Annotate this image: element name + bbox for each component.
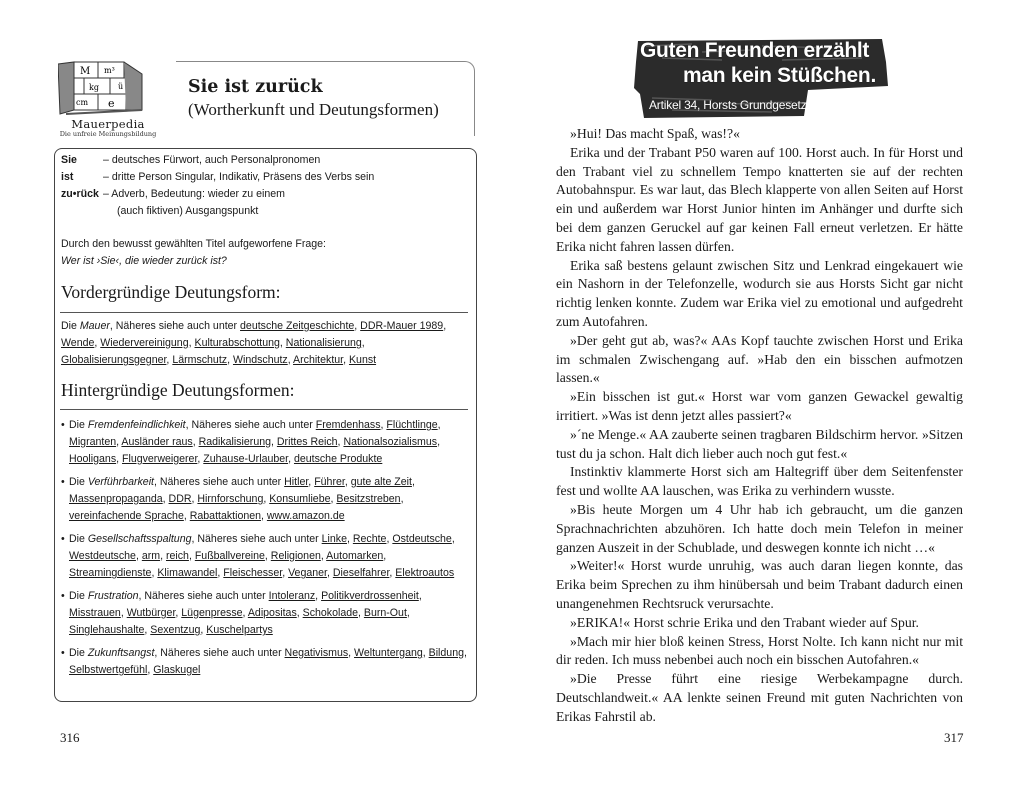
definition-desc: – Adverb, Bedeutung: wieder zu einem — [103, 188, 285, 200]
entry-term: Fremdenfeindlichkeit — [87, 419, 186, 431]
story-paragraph: »Die Presse führt eine riesige Werbekampagne durch. Deutschlandweit.« AA lenkte seinen Freund mit guten Nachrichten von Erikas Fahrstil ab. — [556, 671, 963, 724]
cross-reference-link[interactable]: Drittes Reich — [276, 436, 338, 448]
cross-reference-link[interactable]: Massenpropaganda — [69, 493, 163, 505]
section-heading-secondary: Hintergründige Deutungsformen: — [61, 380, 295, 400]
story-paragraph: Erika saß bestens gelaunt zwischen Sitz und Lenkrad eingekauert wie ein Nashorn in der Telefonzelle, wodurch sie aus Horsts Sicht gar nicht richtig lenken konnte. Zudem war Erika viel zu emotional und aufgedreht zum Autofahren. — [556, 257, 963, 329]
definition-term: zu•rück — [61, 188, 99, 200]
logo-name: Mauerpedia — [71, 117, 145, 131]
cross-reference-link[interactable]: Selbstwertgefühl — [69, 664, 148, 676]
entry-mid: , Näheres siehe auch unter — [154, 647, 285, 659]
cross-reference-link[interactable]: Hirnforschung — [197, 493, 264, 505]
entry-term: Gesellschaftsspaltung — [87, 533, 192, 545]
cross-reference-link[interactable]: Kunst — [348, 354, 377, 366]
article-subtitle: (Wortherkunft und Deutungsformen) — [188, 100, 439, 119]
cross-reference-link[interactable]: Führer — [314, 476, 345, 488]
cross-reference-link[interactable]: deutsche Produkte — [293, 453, 383, 465]
entry-mid: , Näheres siehe auch unter — [138, 590, 269, 602]
link-list: Linke, Rechte, Ostdeutsche, Westdeutsche, arm, reich, Fußballvereine, Religionen, Automarken, Streamingdienste, Klimawandel, Fleischesser, Veganer, Dieselfahrer, Elektroautos — [69, 533, 455, 579]
cross-reference-link[interactable]: Hitler — [284, 476, 309, 488]
cross-reference-link[interactable]: arm — [141, 550, 161, 562]
link-list: Hitler, Führer, gute alte Zeit, Massenpropaganda, DDR, Hirnforschung, Konsumliebe, Besitzstreben, vereinfachende Sprache, Rabattaktionen, www.amazon.de — [69, 476, 415, 522]
cross-reference-link[interactable]: Automarken — [326, 550, 384, 562]
cross-reference-link[interactable]: Intoleranz — [268, 590, 316, 602]
logo-cell: M — [80, 66, 91, 77]
cross-reference-link[interactable]: Globalisierungsgegner — [61, 354, 167, 366]
logo-cell: m³ — [104, 66, 115, 75]
cross-reference-link[interactable]: deutsche Zeitgeschichte — [240, 320, 355, 332]
primary-interpretation — [61, 318, 465, 369]
list-item — [61, 417, 469, 468]
cross-reference-link[interactable]: reich — [165, 550, 189, 562]
cross-reference-link[interactable]: Wiedervereinigung — [100, 337, 189, 349]
story-paragraph: »Ein bisschen ist gut.« Horst war vom ganzen Gewackel gewaltig irritiert. »Was ist denn jetzt alles passiert?« — [556, 389, 963, 423]
cross-reference-link[interactable]: Flugverweigerer — [122, 453, 198, 465]
cross-reference-link[interactable]: Fußballvereine — [194, 550, 265, 562]
entry-term: Verführbarkeit — [87, 476, 154, 488]
section-divider — [60, 409, 468, 410]
entry-term: Mauer — [79, 320, 110, 332]
cross-reference-link[interactable]: Adipositas — [247, 607, 297, 619]
story-paragraph: »Hui! Das macht Spaß, was!?« — [570, 126, 740, 141]
definition-row — [61, 169, 461, 186]
logo-cell: cm — [76, 98, 89, 107]
list-item — [61, 474, 469, 525]
cross-reference-link[interactable]: Kulturabschottung — [194, 337, 280, 349]
cross-reference-link[interactable]: Konsumliebe — [269, 493, 331, 505]
definition-row — [61, 186, 461, 203]
cross-reference-link[interactable]: vereinfachende Sprache — [69, 510, 184, 522]
cross-reference-link[interactable]: DDR-Mauer 1989 — [360, 320, 444, 332]
entry-prefix: Die — [61, 320, 80, 332]
cross-reference-link[interactable]: Glaskugel — [153, 664, 201, 676]
logo-cell: kg — [89, 83, 99, 92]
cross-reference-link[interactable]: Dieselfahrer — [332, 567, 390, 579]
cross-reference-link[interactable]: Sexentzug — [150, 624, 201, 636]
cross-reference-link[interactable]: Schokolade — [302, 607, 359, 619]
banner-line-2: man kein Stüßchen. — [683, 64, 876, 87]
definition-desc: – dritte Person Singular, Indikativ, Präsens des Verbs sein — [103, 171, 375, 183]
cross-reference-link[interactable]: Rechte — [352, 533, 387, 545]
section-divider — [60, 312, 468, 313]
cross-reference-link[interactable]: Weltuntergang — [354, 647, 423, 659]
cross-reference-link[interactable]: Bildung — [428, 647, 464, 659]
entry-mid: , Näheres siehe auch unter — [185, 419, 316, 431]
story-paragraph: Instinktiv klammerte Horst sich am Haltegriff über dem Seitenfenster fest und wollte AA lauschen, was Erika zu verhindern wusste. — [556, 464, 963, 499]
cross-reference-link[interactable]: Rabattaktionen — [189, 510, 262, 522]
cross-reference-link[interactable]: Migranten — [69, 436, 117, 448]
cross-reference-link[interactable]: Elektroautos — [395, 567, 455, 579]
cross-reference-link[interactable]: Windschutz — [232, 354, 288, 366]
story-paragraph: »Mach mir hier bloß keinen Stress, Horst Nolte. Ich kann nicht nur mit dir reden. Ich muss nebenbei auch noch ein bisschen Autofahren.« — [556, 633, 963, 668]
cross-reference-link[interactable]: Nationalsozialismus — [343, 436, 438, 448]
cross-reference-link[interactable]: Ausländer raus — [121, 436, 193, 448]
story-paragraph: »Bis heute Morgen um 4 Uhr hab ich gebraucht, um die ganzen Sprachnachrichten abzuhören. Ich hatte doch mein Telefon in meiner ganzen Auszeit in der Schublade, und deswegen konnte ich nicht …« — [556, 501, 963, 555]
cross-reference-link[interactable]: Lärmschutz — [172, 354, 228, 366]
logo-tagline: Die unfreie Meinungsbildung — [59, 130, 157, 138]
cross-reference-link[interactable]: Lügenpresse — [181, 607, 243, 619]
cross-reference-link[interactable]: Fremdenhass — [315, 419, 381, 431]
banner-subtitle: Artikel 34, Horsts Grundgesetz — [649, 98, 807, 112]
banner-line-1: Guten Freunden erzählt — [640, 39, 870, 62]
definition-row — [61, 152, 461, 169]
question-block — [61, 236, 461, 270]
cross-reference-link[interactable]: www.amazon.de — [266, 510, 345, 522]
link-list: Intoleranz, Politikverdrossenheit, Misstrauen, Wutbürger, Lügenpresse, Adipositas, Schokolade, Burn-Out, Singlehaushalte, Sexentzug, Kuschelpartys — [69, 590, 422, 636]
logo-cell: ü — [118, 82, 124, 91]
entry-mid: , Näheres siehe auch unter — [191, 533, 322, 545]
cross-reference-link[interactable]: Religionen — [270, 550, 321, 562]
entry-prefix: Die — [69, 647, 88, 659]
page-number-right: 317 — [944, 730, 964, 745]
story-paragraph: »Der geht gut ab, was?« AAs Kopf tauchte zwischen Horst und Erika im schmalen Zwischengang auf. »Hab den ein bisschen aufmotzen lassen.« — [556, 332, 963, 386]
list-item — [61, 645, 469, 679]
entry-term: Frustration — [87, 590, 139, 602]
question-text: Wer ist ›Sie‹, die wieder zurück ist? — [61, 255, 227, 267]
cross-reference-link[interactable]: Fleischesser — [223, 567, 283, 579]
story-paragraph: Erika und der Trabant P50 waren auf 100. Horst auch. In für Horst und den Trabant viel zu schnellem Tempo knatterten sie auf der rechten Autobahnspur. Es war laut, das Blech klapperte von allen Seiten auf Horst ein und außerdem war Horst Junior hinten im Anhänger und durfte sich bei dem ganzen Geruckel auf gar keinen Fall erneut verletzen. Er hätte Erika nicht fahren lassen dürfen. — [556, 144, 963, 254]
cross-reference-link[interactable]: Wende — [61, 337, 95, 349]
story-paragraph: »´ne Menge.« AA zauberte seinen tragbaren Bildschirm hervor. »Sitzen tust du ja schon. Halt dich lieber auch noch gut fest.« — [556, 426, 963, 461]
cross-reference-link[interactable]: Veganer — [288, 567, 327, 579]
title-frame — [176, 61, 475, 136]
entry-prefix: Die — [69, 590, 88, 602]
logo-cell: e — [108, 97, 115, 110]
link-list: deutsche Zeitgeschichte, DDR-Mauer 1989, Wende, Wiedervereinigung, Kulturabschottung, Nationalisierung, Globalisierungsgegner, Lärmschutz, Windschutz, Architektur, Kunst — [61, 320, 447, 366]
cross-reference-link[interactable]: Hooligans — [69, 453, 117, 465]
story-text — [556, 125, 963, 727]
entry-prefix: Die — [69, 419, 88, 431]
list-item — [61, 588, 469, 639]
cross-reference-link[interactable]: Misstrauen — [69, 607, 121, 619]
cross-reference-link[interactable]: gute alte Zeit — [350, 476, 412, 488]
cross-reference-link[interactable]: Linke — [321, 533, 347, 545]
definition-term: Sie — [61, 154, 77, 166]
entry-term: Zukunftsangst — [87, 647, 155, 659]
cross-reference-link[interactable]: Architektur — [293, 354, 344, 366]
article-title: Sie ist zurück — [188, 77, 323, 97]
cross-reference-link[interactable]: Zuhause-Urlauber — [203, 453, 289, 465]
definition-term: ist — [61, 171, 74, 183]
interpretation-list — [61, 417, 469, 685]
link-list: Negativismus, Weltuntergang, Bildung, Selbstwertgefühl, Glaskugel — [69, 647, 467, 676]
entry-prefix: Die — [69, 533, 88, 545]
page-number-left: 316 — [60, 730, 80, 745]
cross-reference-link[interactable]: Burn-Out — [363, 607, 407, 619]
cross-reference-link[interactable]: Flüchtlinge — [386, 419, 438, 431]
cross-reference-link[interactable]: Kuschelpartys — [206, 624, 273, 636]
cross-reference-link[interactable]: Radikalisierung — [198, 436, 272, 448]
cross-reference-link[interactable]: Politikverdrossenheit — [321, 590, 419, 602]
cross-reference-link[interactable]: Ostdeutsche — [392, 533, 452, 545]
cross-reference-link[interactable]: DDR — [168, 493, 192, 505]
cross-reference-link[interactable]: Negativismus — [284, 647, 349, 659]
cross-reference-link[interactable]: Wutbürger — [126, 607, 176, 619]
cross-reference-link[interactable]: Klimawandel — [157, 567, 218, 579]
entry-mid: , Näheres siehe auch unter — [109, 320, 241, 332]
story-paragraph: »Weiter!« Horst wurde unruhig, was auch daran liegen konnte, das Erika beim Sprechen zu ihm hinübersah und beim Trabant dadurch einen unangenehmen Rechtsruck verursachte. — [556, 558, 963, 611]
definition-continuation: (auch fiktiven) Ausgangspunkt — [117, 205, 259, 217]
list-item — [61, 531, 469, 582]
cross-reference-link[interactable]: Nationalisierung — [285, 337, 362, 349]
cross-reference-link[interactable]: Besitzstreben — [336, 493, 401, 505]
cross-reference-link[interactable]: Singlehaushalte — [69, 624, 145, 636]
question-intro: Durch den bewusst gewählten Titel aufgeworfene Frage: — [61, 238, 326, 250]
definition-desc: – deutsches Fürwort, auch Personalpronomen — [103, 154, 321, 166]
entry-mid: , Näheres siehe auch unter — [154, 476, 285, 488]
entry-prefix: Die — [69, 476, 88, 488]
link-list: Fremdenhass, Flüchtlinge, Migranten, Ausländer raus, Radikalisierung, Drittes Reich, Nationalsozialismus, Hooligans, Flugverweigerer, Zuhause-Urlauber, deutsche Produkte — [69, 419, 441, 465]
definitions — [61, 152, 461, 220]
cross-reference-link[interactable]: Streamingdienste — [69, 567, 152, 579]
section-heading-primary: Vordergründige Deutungsform: — [61, 282, 281, 302]
story-paragraph: »ERIKA!« Horst schrie Erika und den Trabant wieder auf Spur. — [570, 614, 919, 630]
cross-reference-link[interactable]: Westdeutsche — [69, 550, 136, 562]
